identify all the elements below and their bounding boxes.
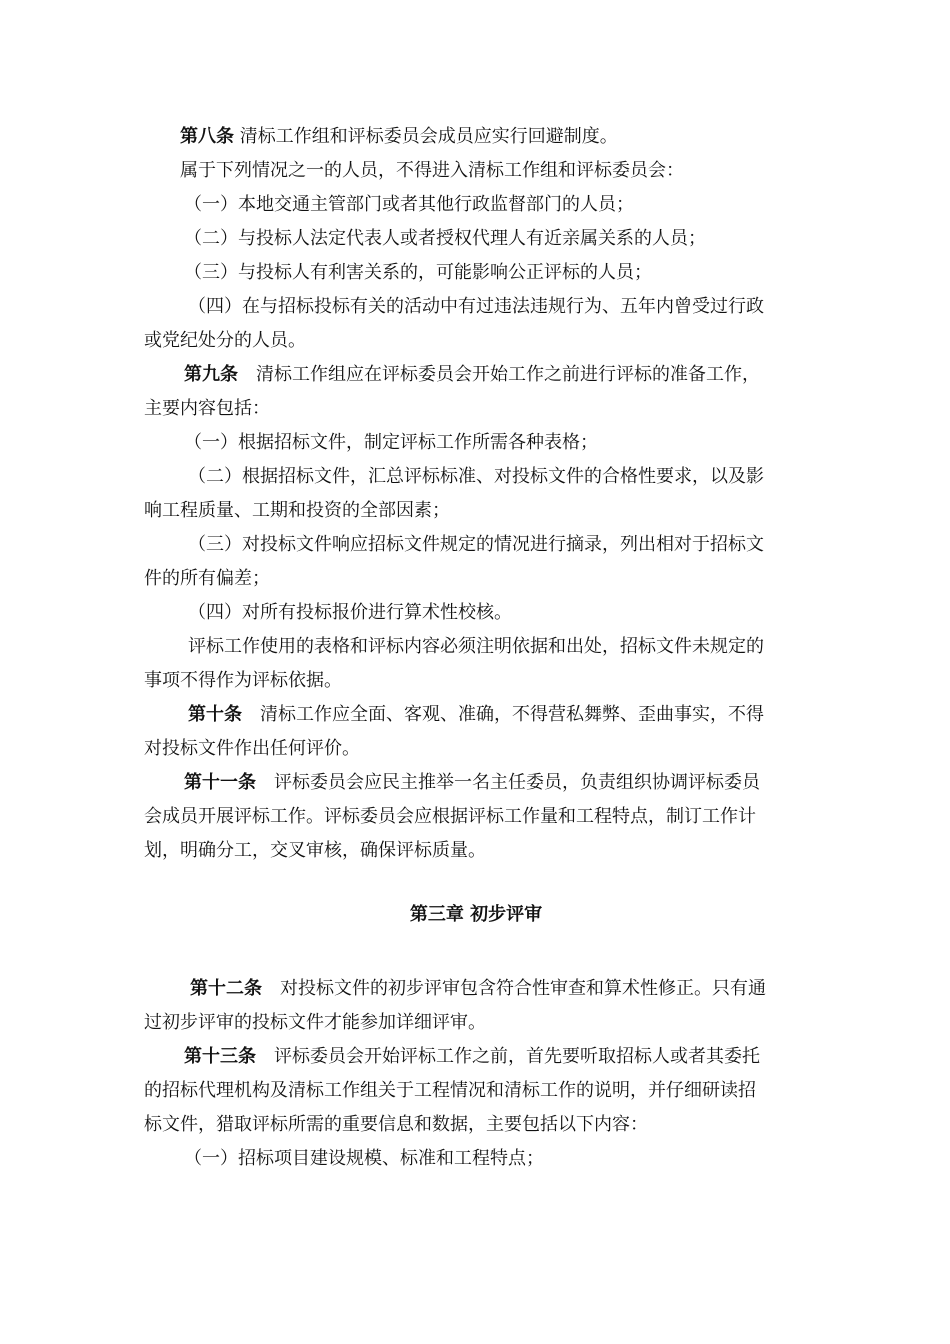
article-9-note: 评标工作使用的表格和评标内容必须注明依据和出处，招标文件未规定的 [188, 636, 764, 657]
article-8-text: 清标工作组和评标委员会成员应实行回避制度。 [239, 126, 618, 147]
article-9-text-cont: 主要内容包括： [144, 398, 270, 419]
article-11-text-cont-1: 会成员开展评标工作。评标委员会应根据评标工作量和工程特点，制订工作计 [144, 806, 756, 827]
article-8-item-2: （二）与投标人法定代表人或者授权代理人有近亲属关系的人员； [184, 228, 706, 249]
article-8-intro: 属于下列情况之一的人员，不得进入清标工作组和评标委员会： [180, 160, 684, 181]
article-9-item-3-cont: 件的所有偏差； [144, 568, 270, 589]
article-11 [144, 766, 808, 800]
article-9-item-4: （四）对所有投标报价进行算术性校核。 [188, 602, 512, 623]
article-9-title: 第九条 [184, 364, 238, 385]
article-13-title: 第十三条 [184, 1046, 256, 1067]
article-8-item-3: （三）与投标人有利害关系的，可能影响公正评标的人员； [184, 262, 652, 283]
document-page [144, 120, 808, 1176]
article-9-text: 清标工作组应在评标委员会开始工作之前进行评标的准备工作， [256, 364, 760, 385]
article-9-item-3: （三）对投标文件响应招标文件规定的情况进行摘录，列出相对于招标文 [188, 534, 764, 555]
article-9-note-cont: 事项不得作为评标依据。 [144, 670, 342, 691]
article-13-text-cont-1: 的招标代理机构及清标工作组关于工程情况和清标工作的说明，并仔细研读招 [144, 1080, 756, 1101]
article-11-text-cont-2: 划，明确分工，交叉审核，确保评标质量。 [144, 840, 486, 861]
article-8-item-1: （一）本地交通主管部门或者其他行政监督部门的人员； [184, 194, 634, 215]
article-12-text-cont: 过初步评审的投标文件才能参加详细评审。 [144, 1012, 486, 1033]
article-12-text: 对投标文件的初步评审包含符合性审查和算术性修正。只有通 [280, 978, 766, 999]
article-9-item-2-cont: 响工程质量、工期和投资的全部因素； [144, 500, 450, 521]
article-13-item-1: （一）招标项目建设规模、标准和工程特点； [184, 1148, 544, 1169]
article-8 [144, 120, 808, 154]
article-11-title: 第十一条 [184, 772, 256, 793]
article-9 [144, 358, 808, 392]
article-12 [144, 972, 808, 1006]
article-12-title: 第十二条 [190, 978, 262, 999]
article-13 [144, 1040, 808, 1074]
chapter-3-heading: 第三章 初步评审 [409, 904, 543, 925]
article-13-text: 评标委员会开始评标工作之前，首先要听取招标人或者其委托 [274, 1046, 760, 1067]
article-8-title: 第八条 [180, 126, 234, 147]
article-8-item-4: （四）在与招标投标有关的活动中有过违法违规行为、五年内曾受过行政 [188, 296, 764, 317]
article-10-text-cont: 对投标文件作出任何评价。 [144, 738, 360, 759]
article-9-item-1: （一）根据招标文件，制定评标工作所需各种表格； [184, 432, 598, 453]
article-10-title: 第十条 [188, 704, 242, 725]
article-10-text: 清标工作应全面、客观、准确，不得营私舞弊、歪曲事实，不得 [260, 704, 764, 725]
article-10 [144, 698, 808, 732]
article-8-item-4-cont: 或党纪处分的人员。 [144, 330, 306, 351]
article-11-text: 评标委员会应民主推举一名主任委员，负责组织协调评标委员 [274, 772, 760, 793]
article-13-text-cont-2: 标文件，猎取评标所需的重要信息和数据，主要包括以下内容： [144, 1114, 648, 1135]
article-9-item-2: （二）根据招标文件，汇总评标标准、对投标文件的合格性要求，以及影 [188, 466, 764, 487]
